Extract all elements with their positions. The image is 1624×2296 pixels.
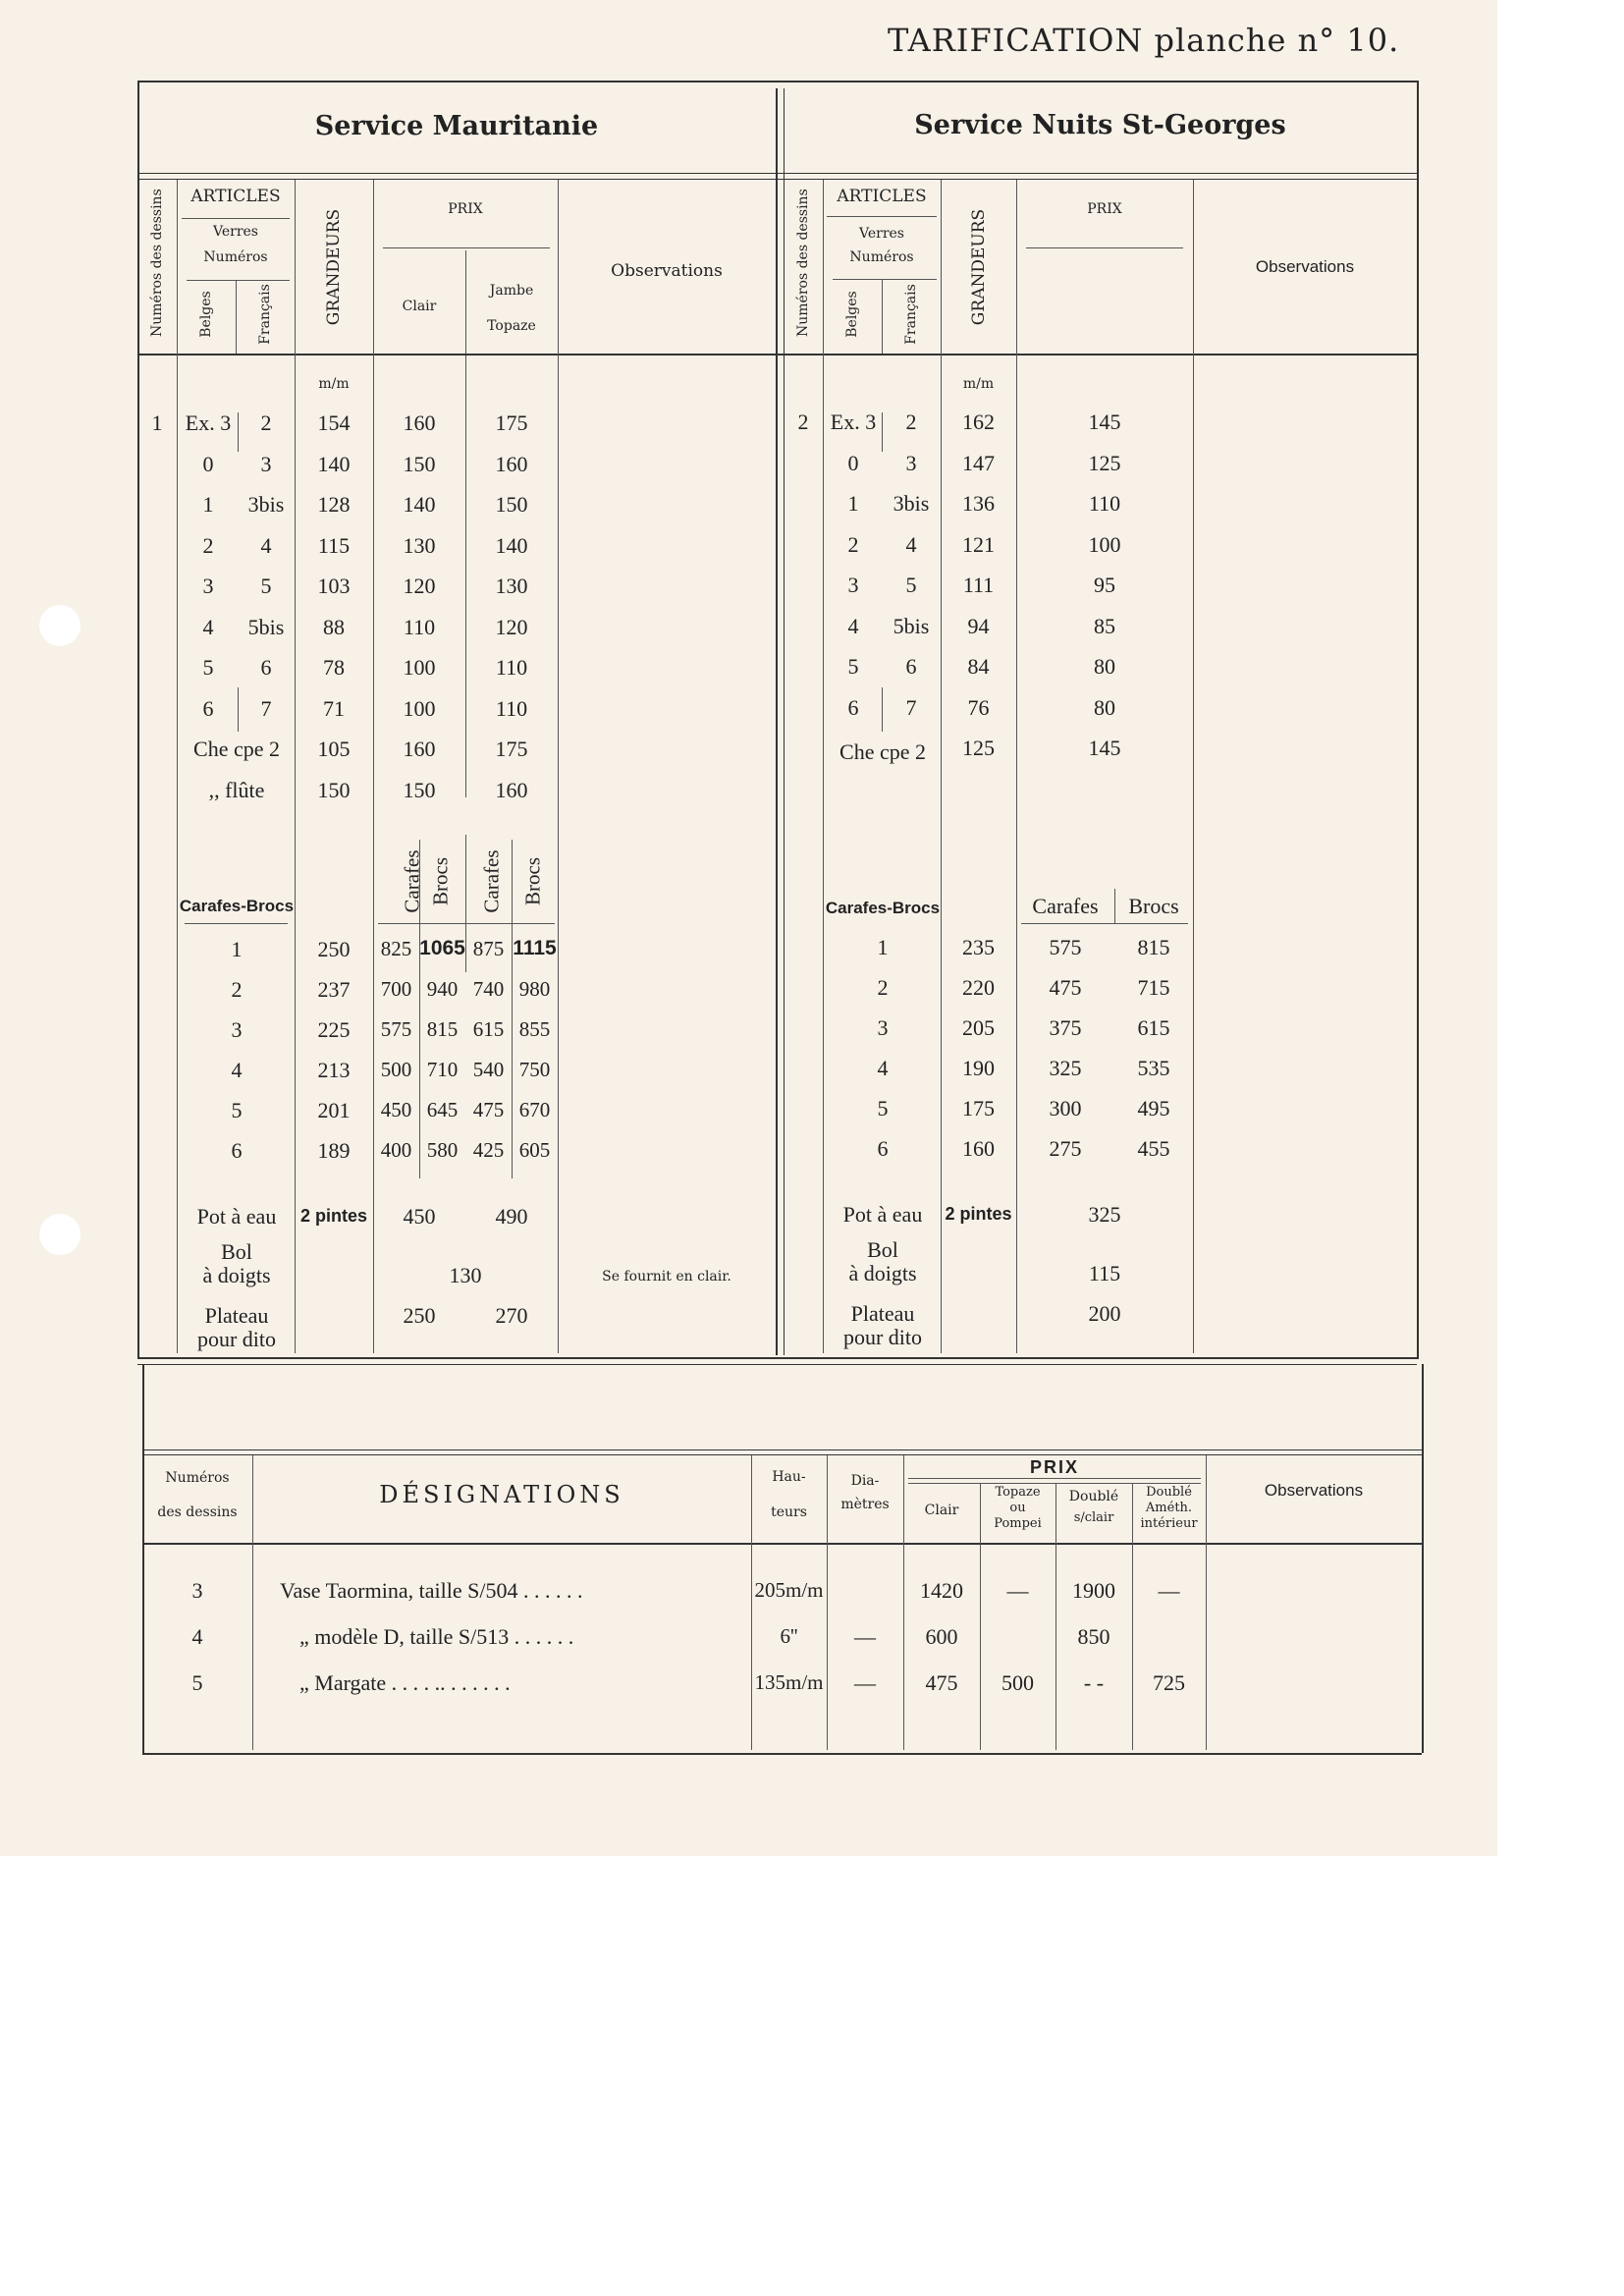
right-numeros-sub: Numéros [849,249,914,265]
bottom-dam-header-1: Doublé [1146,1485,1192,1500]
right-row-grandeur: 76 [967,694,990,720]
right-row-prix: 145 [1088,736,1121,760]
left-topaze-header: Topaze [487,318,536,334]
right-row-belges: Ex. 3 [830,410,877,434]
bottom-numeros-header-1: Numéros [165,1470,230,1486]
left-bol-label-1: Bol [221,1239,252,1264]
right-row-francais: 3 [905,450,917,475]
right-verres-header: Verres [859,226,904,242]
right-brocs-sub: Brocs [1128,894,1179,918]
right-row-prix: 85 [1094,613,1115,638]
left-row-prix-clair: 100 [403,695,436,721]
left-row-belges: 4 [202,614,214,639]
right-row-grandeur: 111 [962,573,995,597]
right-carafe-number: 5 [877,1096,889,1121]
left-row-prix-topaze: 120 [495,614,528,639]
right-plateau-prix: 200 [1088,1301,1121,1326]
bottom-row-hauteur: 6'' [780,1624,798,1648]
left-row-grandeur: 154 [317,410,351,435]
left-row-grandeur: 88 [323,614,345,639]
left-row-francais: 7 [260,695,272,721]
left-row-prix-topaze: 130 [495,574,528,598]
left-row-prix-topaze: 110 [495,655,528,680]
left-row-grandeur: 128 [317,492,351,517]
right-row-prix: 80 [1094,654,1115,679]
left-row-belges: 6 [202,695,214,721]
left-clair-header: Clair [402,299,437,314]
right-numeros-header: Numéros des dessins [795,189,811,337]
bottom-topaze-header-2: ou [1009,1501,1026,1515]
right-row-prix: 80 [1094,694,1115,720]
bottom-row-clair: 1420 [920,1578,963,1603]
left-carafe-topaze-broc: 1115 [513,937,557,959]
right-mm-unit: m/m [962,376,995,392]
left-carafe-clair-carafe: 450 [380,1098,412,1121]
bottom-clair-header: Clair [924,1503,959,1518]
right-row-francais: 5 [905,573,917,597]
right-plateau-label-1: Plateau [850,1301,915,1326]
left-row-francais: 5bis [247,614,285,639]
right-row-francais: 3bis [893,491,930,516]
bottom-row-numero: 3 [191,1578,203,1603]
right-row-grandeur: 84 [967,654,990,679]
left-grandeurs-header: GRANDEURS [324,208,344,326]
right-carafes-sub: Carafes [1032,894,1099,918]
left-belges-header: Belges [198,291,214,338]
left-carafe-clair-carafe: 400 [380,1138,412,1162]
right-row-belges: 6 [847,694,859,720]
left-carafe-number: 4 [231,1058,243,1082]
left-row-francais: 4 [260,532,272,558]
left-carafe-number: 3 [231,1017,243,1042]
left-numeros-header: Numéros des dessins [149,189,165,337]
right-row-francais: 4 [905,531,917,557]
right-carafe-grandeur: 205 [962,1015,995,1040]
left-row-grandeur: 115 [317,532,351,558]
left-carafe-number: 2 [231,977,243,1002]
right-carafe-grandeur: 235 [962,935,995,959]
bottom-row-numero: 5 [191,1670,203,1695]
right-carafe-carafe: 375 [1049,1015,1082,1040]
left-carafe-topaze-carafe: 615 [472,1017,505,1041]
left-carafe-clair-carafe: 500 [380,1058,412,1081]
bottom-row-hauteur: 205m/m [754,1578,824,1602]
left-carafe-topaze-broc: 750 [518,1058,551,1081]
right-carafe-number: 4 [877,1056,889,1080]
left-carafe-topaze-broc: 980 [518,977,551,1001]
right-carafe-number: 2 [877,975,889,1000]
right-dessin-number: 2 [797,410,809,434]
left-brocs-sub-2: Brocs [520,857,545,905]
right-pot-grandeur: 2 pintes [945,1204,1012,1224]
left-row-grandeur: 150 [317,777,351,802]
bottom-prix-header: PRIX [1029,1457,1079,1477]
left-brocs-sub-1: Brocs [428,857,453,905]
left-carafe-clair-broc: 940 [426,977,459,1001]
left-row-prix-clair: 150 [403,777,436,802]
bottom-double-header-1: Doublé [1068,1489,1119,1504]
left-service-title: Service Mauritanie [314,111,599,141]
right-bol-prix: 115 [1088,1261,1121,1285]
left-carafe-topaze-carafe: 425 [472,1138,505,1162]
right-carafe-broc: 495 [1137,1096,1170,1121]
left-carafe-grandeur: 201 [317,1098,351,1122]
left-row-grandeur: 78 [323,655,345,680]
bottom-row-designation: „ Margate . . . . .. . . . . . . [299,1670,511,1695]
bottom-row-designation: Vase Taormina, taille S/504 . . . . . . [280,1578,583,1603]
left-pot-label: Pot à eau [196,1204,277,1229]
right-plateau-label-2: pour dito [842,1325,923,1349]
right-row-grandeur: 136 [962,491,995,516]
left-row-grandeur: 71 [323,695,345,721]
left-articles-header: ARTICLES [190,187,281,206]
bottom-row-diametre: — [854,1670,876,1695]
left-carafes-sub-2: Carafes [479,849,504,913]
left-carafe-number: 1 [231,937,243,961]
right-row-article: Che cpe 2 [839,739,926,764]
left-numeros-sub: Numéros [203,249,268,265]
right-bol-label-1: Bol [867,1237,898,1262]
left-carafe-clair-broc: 645 [426,1098,459,1121]
bottom-row-topaze: 500 [1001,1670,1034,1695]
right-carafe-carafe: 475 [1049,975,1082,1000]
bottom-topaze-header-1: Topaze [995,1485,1041,1500]
left-carafe-clair-broc: 580 [426,1138,459,1162]
left-carafe-topaze-broc: 605 [518,1138,551,1162]
right-carafe-number: 3 [877,1015,889,1040]
left-row-article: Che cpe 2 [193,737,280,761]
right-carafe-broc: 615 [1137,1015,1170,1040]
page-title: TARIFICATION planche n° 10. [888,22,1400,59]
bottom-row-numero: 4 [191,1624,203,1649]
left-row-prix-topaze: 160 [495,777,528,802]
left-carafe-clair-carafe: 575 [380,1017,412,1041]
left-pot-grandeur: 2 pintes [299,1206,368,1226]
left-carafe-topaze-broc: 855 [518,1017,551,1041]
bottom-numeros-header-2: des dessins [157,1504,238,1520]
left-verres-header: Verres [213,224,258,240]
bottom-observations-header: Observations [1264,1481,1364,1500]
left-carafe-clair-carafe: 700 [380,977,412,1001]
left-row-grandeur: 140 [317,451,351,476]
right-row-prix: 100 [1088,531,1121,557]
left-row-prix-topaze: 150 [495,492,528,517]
right-row-grandeur: 147 [962,450,995,475]
left-carafe-grandeur: 250 [317,937,351,961]
left-bol-prix: 130 [449,1263,482,1287]
bottom-dam-header-2: Améth. [1145,1501,1193,1515]
left-pot-prix-topaze: 490 [495,1204,528,1229]
left-row-prix-topaze: 175 [495,410,528,435]
right-carafe-carafe: 575 [1049,935,1082,959]
bottom-row-clair: 600 [925,1624,958,1649]
right-row-francais: 2 [905,410,917,434]
right-carafe-number: 1 [877,935,889,959]
left-row-belges: Ex. 3 [185,410,232,435]
right-carafes-brocs-label: Carafes-Brocs [825,899,941,917]
left-plateau-prix-topaze: 270 [495,1303,528,1328]
right-row-francais: 5bis [893,613,930,638]
right-row-prix: 95 [1094,573,1115,597]
right-row-grandeur: 125 [962,736,995,760]
right-service-title: Service Nuits St-Georges [914,110,1286,140]
left-carafe-grandeur: 189 [317,1138,351,1163]
left-dessin-number: 1 [151,410,163,435]
left-row-prix-topaze: 160 [495,451,528,476]
bottom-row-double: 850 [1077,1624,1110,1649]
bottom-row-double-amethyste: — [1158,1578,1180,1603]
left-row-prix-topaze: 140 [495,532,528,558]
left-carafe-topaze-carafe: 740 [472,977,505,1001]
left-row-francais: 3bis [247,492,285,517]
left-carafe-grandeur: 225 [317,1017,351,1042]
bottom-hauteurs-header-2: teurs [771,1504,807,1520]
right-carafe-broc: 815 [1137,935,1170,959]
bottom-double-header-2: s/clair [1073,1510,1114,1525]
bottom-row-designation: „ modèle D, taille S/513 . . . . . . [299,1624,574,1649]
right-carafe-grandeur: 160 [962,1136,995,1161]
left-carafe-number: 5 [231,1098,243,1122]
right-carafe-grandeur: 190 [962,1056,995,1080]
left-row-prix-clair: 160 [403,410,436,435]
left-row-prix-clair: 140 [403,492,436,517]
right-carafe-carafe: 275 [1049,1136,1082,1161]
left-row-belges: 3 [202,574,214,598]
right-row-francais: 7 [905,694,917,720]
right-carafe-carafe: 300 [1049,1096,1082,1121]
right-carafe-number: 6 [877,1136,889,1161]
left-row-grandeur: 105 [317,737,351,761]
right-row-belges: 2 [847,531,859,557]
punch-hole-bottom [39,1214,81,1255]
bottom-row-double-amethyste: 725 [1153,1670,1185,1695]
left-bol-label-2: à doigts [202,1263,271,1287]
punch-hole-top [39,605,81,646]
bottom-dam-header-3: intérieur [1140,1516,1198,1531]
bottom-row-diametre: — [854,1624,876,1649]
right-row-prix: 125 [1088,450,1121,475]
bottom-diametres-header-2: mètres [840,1497,890,1512]
right-row-prix: 145 [1088,410,1121,434]
left-carafe-number: 6 [231,1138,243,1163]
left-row-prix-topaze: 175 [495,737,528,761]
right-belges-header: Belges [844,291,860,338]
left-mm-unit: m/m [318,376,350,392]
left-row-belges: 1 [202,492,214,517]
right-grandeurs-header: GRANDEURS [969,208,989,326]
left-plateau-label-1: Plateau [204,1303,269,1328]
left-carafe-clair-broc: 710 [426,1058,459,1081]
right-row-belges: 0 [847,450,859,475]
right-carafe-broc: 715 [1137,975,1170,1000]
bottom-hauteurs-header-1: Hau- [772,1469,806,1485]
left-row-francais: 6 [260,655,272,680]
bottom-topaze-header-3: Pompei [994,1516,1042,1531]
left-row-prix-clair: 160 [403,737,436,761]
bottom-diametres-header-1: Dia- [850,1473,880,1489]
left-row-prix-clair: 150 [403,451,436,476]
bottom-row-clair: 475 [925,1670,958,1695]
right-row-belges: 3 [847,573,859,597]
right-articles-header: ARTICLES [837,187,927,206]
right-pot-label: Pot à eau [842,1202,923,1227]
left-carafes-sub-1: Carafes [400,849,424,913]
left-carafe-topaze-carafe: 540 [472,1058,505,1081]
right-francais-header: Français [903,284,919,345]
left-row-prix-clair: 100 [403,655,436,680]
left-row-belges: 0 [202,451,214,476]
bottom-row-topaze: — [1006,1578,1029,1603]
right-row-grandeur: 94 [967,613,990,638]
left-row-belges: 5 [202,655,214,680]
right-pot-prix: 325 [1088,1202,1121,1227]
bottom-row-double: 1900 [1072,1578,1115,1603]
left-francais-header: Français [257,284,273,345]
right-row-grandeur: 162 [962,410,995,434]
right-carafe-grandeur: 175 [962,1096,995,1121]
left-plateau-label-2: pour dito [196,1327,277,1351]
left-plateau-prix-clair: 250 [403,1303,436,1328]
left-row-article: ,, flûte [208,777,265,802]
right-carafe-broc: 455 [1137,1136,1170,1161]
left-carafe-clair-carafe: 825 [380,937,412,960]
left-prix-header: PRIX [448,201,483,217]
left-carafe-topaze-carafe: 475 [472,1098,505,1121]
left-row-francais: 5 [260,574,272,598]
left-carafes-brocs-label: Carafes-Brocs [179,897,295,915]
left-row-prix-clair: 130 [403,532,436,558]
left-row-belges: 2 [202,532,214,558]
left-carafe-grandeur: 213 [317,1058,351,1082]
right-row-grandeur: 121 [962,531,995,557]
left-bol-observation: Se fournit en clair. [602,1269,731,1285]
bottom-designations-header: DÉSIGNATIONS [379,1481,624,1508]
left-row-prix-clair: 110 [403,614,436,639]
right-row-belges: 1 [847,491,859,516]
left-row-francais: 3 [260,451,272,476]
left-carafe-clair-broc: 815 [426,1017,459,1041]
right-row-prix: 110 [1088,491,1121,516]
left-observations-header: Observations [611,261,723,281]
right-row-belges: 5 [847,654,859,679]
bottom-row-hauteur: 135m/m [754,1670,824,1694]
left-carafe-clair-broc: 1065 [419,937,465,959]
right-carafe-broc: 535 [1137,1056,1170,1080]
right-bol-label-2: à doigts [848,1261,917,1285]
right-row-francais: 6 [905,654,917,679]
left-row-francais: 2 [260,410,272,435]
left-pot-prix-clair: 450 [403,1204,436,1229]
left-row-prix-topaze: 110 [495,695,528,721]
right-prix-header: PRIX [1087,201,1122,217]
left-row-grandeur: 103 [317,574,351,598]
right-observations-header: Observations [1255,257,1355,276]
left-carafe-grandeur: 237 [317,977,351,1002]
left-carafe-topaze-broc: 670 [518,1098,551,1121]
right-carafe-carafe: 325 [1049,1056,1082,1080]
bottom-row-double: - - [1083,1670,1105,1695]
left-row-prix-clair: 120 [403,574,436,598]
left-jambe-header: Jambe [489,283,534,299]
right-carafe-grandeur: 220 [962,975,995,1000]
left-carafe-topaze-carafe: 875 [472,937,505,960]
right-row-belges: 4 [847,613,859,638]
